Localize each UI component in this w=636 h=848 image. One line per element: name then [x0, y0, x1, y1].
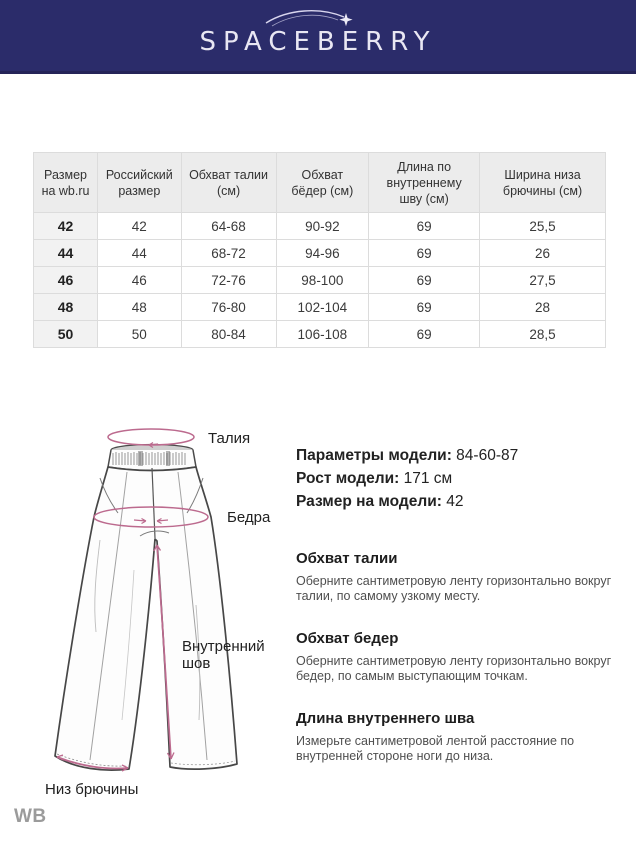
- col-header-hips: Обхват бёдер (см): [276, 153, 369, 213]
- table-row: [34, 321, 606, 348]
- table-row: [34, 294, 606, 321]
- hem-label: Низ брючины: [45, 781, 139, 798]
- measurement-info-column: [296, 444, 626, 764]
- guide-title-inseam: Длина внутреннего шва: [296, 710, 475, 727]
- hips-label: Бедра: [227, 509, 271, 526]
- col-header-hem-width: Ширина низа брючины (см): [480, 153, 606, 213]
- table-row: [34, 240, 606, 267]
- col-header-ru-size: Российский размер: [98, 153, 182, 213]
- model-params-line: [296, 444, 626, 467]
- inseam-label: Внутренний шов: [182, 638, 265, 672]
- cell-inseam: 69: [369, 240, 480, 267]
- cell-waist: 76-80: [181, 294, 276, 321]
- cell-waist: 68-72: [181, 240, 276, 267]
- cell-wb-size: 48: [34, 294, 98, 321]
- cell-ru-size: 48: [98, 294, 182, 321]
- model-params-label: Параметры модели:: [296, 447, 452, 464]
- model-height-line: [296, 467, 626, 490]
- cell-wb-size: 46: [34, 267, 98, 294]
- guide-title-waist: Обхват талии: [296, 550, 398, 567]
- cell-hips: 106-108: [276, 321, 369, 348]
- cell-hips: 94-96: [276, 240, 369, 267]
- cell-waist: 72-76: [181, 267, 276, 294]
- cell-wb-size: 50: [34, 321, 98, 348]
- guide-text-hips: Оберните сантиметровую ленту горизонтально вокруг бедер, по самым выступающим точкам.: [296, 654, 612, 683]
- cell-hem-width: 25,5: [480, 213, 606, 240]
- brand-header: [0, 0, 636, 74]
- cell-inseam: 69: [369, 294, 480, 321]
- cell-ru-size: 42: [98, 213, 182, 240]
- cell-hem-width: 28: [480, 294, 606, 321]
- pants-diagram: [30, 420, 310, 820]
- guide-section-waist: [296, 550, 626, 604]
- cell-waist: 64-68: [181, 213, 276, 240]
- guide-text-waist: Оберните сантиметровую ленту горизонтально вокруг талии, по самому узкому месту.: [296, 574, 612, 603]
- size-table: [33, 152, 606, 348]
- size-table-header-row: [34, 153, 606, 213]
- model-height-label: Рост модели:: [296, 470, 400, 487]
- guide-section-inseam: [296, 710, 626, 764]
- cell-hem-width: 28,5: [480, 321, 606, 348]
- model-size-label: Размер на модели:: [296, 493, 442, 510]
- cell-waist: 80-84: [181, 321, 276, 348]
- cell-wb-size: 42: [34, 213, 98, 240]
- wb-watermark: WB: [14, 806, 47, 827]
- cell-hips: 102-104: [276, 294, 369, 321]
- cell-inseam: 69: [369, 213, 480, 240]
- table-row: [34, 267, 606, 294]
- cell-wb-size: 44: [34, 240, 98, 267]
- cell-hips: 98-100: [276, 267, 369, 294]
- model-params-value: 84-60-87: [456, 447, 519, 464]
- table-row: [34, 213, 606, 240]
- model-height-value: 171 см: [403, 470, 453, 487]
- model-size-value: 42: [446, 493, 464, 510]
- brand-logo-text: SPACEBERRY: [199, 27, 437, 57]
- col-header-wb-size: Размер на wb.ru: [34, 153, 98, 213]
- size-table-container: [33, 152, 606, 348]
- guide-section-hips: [296, 630, 626, 684]
- brand-logo: [0, 0, 636, 74]
- cell-ru-size: 46: [98, 267, 182, 294]
- cell-inseam: 69: [369, 321, 480, 348]
- cell-hem-width: 27,5: [480, 267, 606, 294]
- cell-hips: 90-92: [276, 213, 369, 240]
- guide-text-inseam: Измерьте сантиметровой лентой расстояние по внутренней стороне ноги до низа.: [296, 734, 575, 763]
- cell-ru-size: 44: [98, 240, 182, 267]
- guide-title-hips: Обхват бедер: [296, 630, 399, 647]
- col-header-waist: Обхват талии (см): [181, 153, 276, 213]
- model-parameters: [296, 444, 626, 513]
- cell-inseam: 69: [369, 267, 480, 294]
- model-size-line: [296, 490, 626, 513]
- col-header-inseam: Длина по внутреннему шву (см): [369, 153, 480, 213]
- cell-ru-size: 50: [98, 321, 182, 348]
- cell-hem-width: 26: [480, 240, 606, 267]
- waist-label: Талия: [208, 430, 251, 447]
